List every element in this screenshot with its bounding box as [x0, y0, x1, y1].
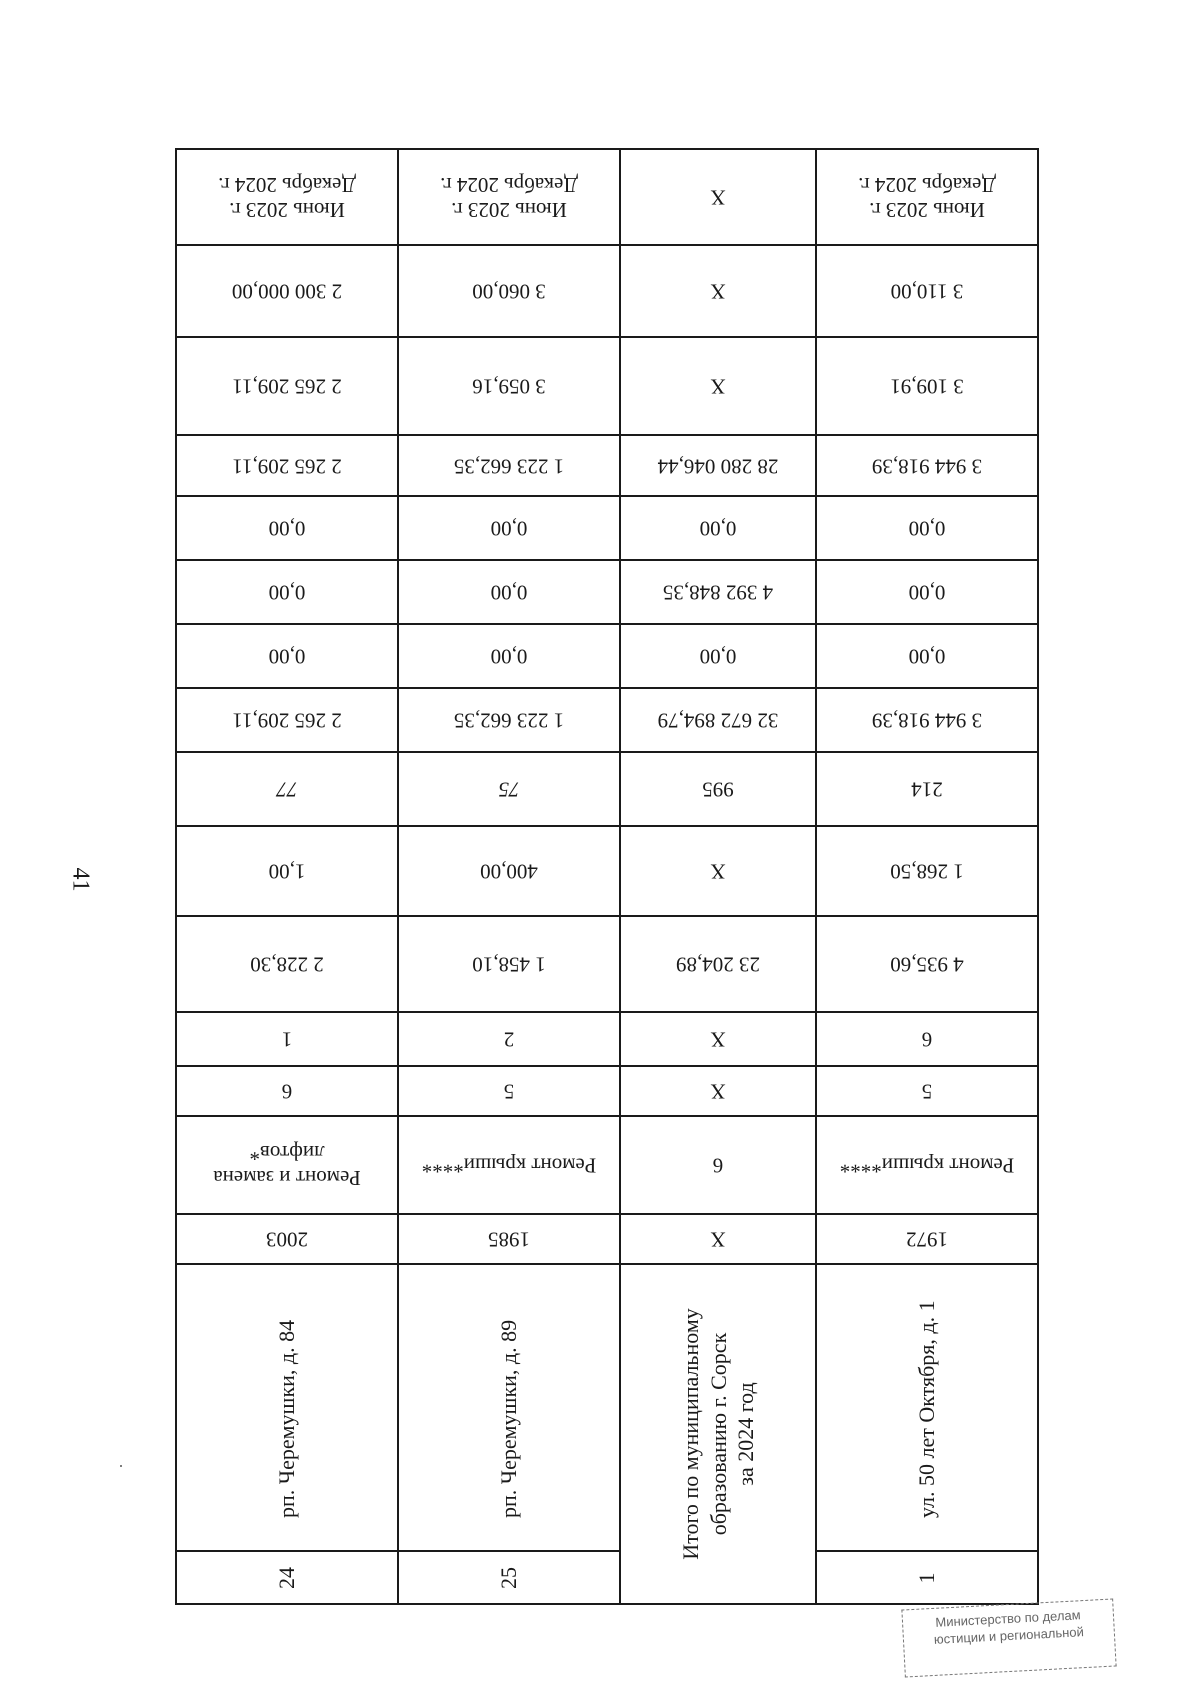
work-type-value: Ремонт и замена лифтов*	[213, 1141, 361, 1191]
cost-unit-value: 1,00	[268, 859, 306, 884]
total-cost-value: 1 223 662,35	[453, 708, 565, 733]
period-end: Декабрь 2024 г.	[218, 173, 356, 197]
year-value: 2003	[266, 1227, 308, 1252]
area-cell	[817, 917, 1037, 1013]
address-cell	[817, 1265, 1037, 1552]
unit-cost-cell	[177, 338, 397, 436]
work-type-value: Ремонт крыши****	[839, 1153, 1015, 1178]
total-cost-value: 3 944 918,39	[871, 708, 983, 733]
funding-4-value: 2 265 209,11	[232, 454, 342, 479]
unit-cost-cell	[399, 338, 619, 436]
row-number: 24	[274, 1566, 299, 1589]
funding-4-value: 28 280 046,44	[657, 454, 779, 479]
col5-cell	[817, 1067, 1037, 1117]
funding-2-value: 0,00	[268, 580, 306, 605]
cost-unit-value: 400,00	[480, 859, 538, 884]
cost-unit-value: 1 268,50	[890, 859, 964, 884]
residents-cell	[621, 753, 815, 827]
total-cost-cell	[621, 689, 815, 753]
total-label: Итого по муниципальному образованию г. Сорск за 2024 год	[677, 1308, 758, 1560]
funding-4-cell	[817, 436, 1037, 497]
unit-cost-value: 2 265 209,11	[232, 374, 342, 399]
limit-cell	[817, 246, 1037, 338]
funding-3-cell	[817, 497, 1037, 561]
funding-4-value: 3 944 918,39	[871, 454, 983, 479]
area-value: 2 228,30	[250, 952, 324, 977]
funding-1-value: 0,00	[268, 644, 306, 669]
row-number: 25	[496, 1566, 521, 1589]
col5-value: 5	[921, 1079, 933, 1104]
table-row	[399, 150, 621, 1603]
residents-value: 77	[276, 777, 298, 802]
limit-value: X	[710, 279, 726, 304]
funding-2-cell	[177, 561, 397, 625]
area-value: 4 935,60	[890, 952, 964, 977]
address-cell	[399, 1265, 619, 1552]
funding-2-value: 4 392 848,35	[662, 580, 774, 605]
funding-1-cell	[817, 625, 1037, 689]
col6-cell	[177, 1013, 397, 1067]
residents-cell	[177, 753, 397, 827]
limit-cell	[399, 246, 619, 338]
period-start: Июнь 2023 г.	[869, 198, 985, 223]
limit-value: 3 110,00	[890, 279, 964, 304]
cost-unit-value: X	[710, 859, 726, 884]
year-cell	[177, 1215, 397, 1265]
address-value: рп. Черемушки, д. 89	[496, 1319, 521, 1518]
stamp-line: юстиции и региональной	[933, 1623, 1085, 1647]
funding-3-value: 0,00	[268, 516, 306, 541]
col5-cell	[621, 1067, 815, 1117]
limit-value: 2 300 000,00	[231, 279, 343, 304]
limit-cell	[621, 246, 815, 338]
period-end: Декабрь 2024 г.	[440, 173, 578, 197]
total-label-cell	[621, 1265, 815, 1603]
period-cell	[399, 150, 619, 246]
funding-3-value: 0,00	[908, 516, 946, 541]
residents-value: 995	[702, 777, 734, 802]
period-cell	[621, 150, 815, 246]
col6-value: X	[710, 1027, 726, 1052]
col5-value: 5	[503, 1079, 515, 1104]
area-value: 1 458,10	[472, 952, 546, 977]
col6-value: 2	[503, 1027, 515, 1052]
stamp-line: Министерство по делам	[934, 1607, 1081, 1630]
residents-value: 214	[911, 777, 943, 802]
funding-1-value: 0,00	[490, 644, 528, 669]
unit-cost-value: X	[710, 374, 726, 399]
unit-cost-value: 3 109,91	[890, 374, 964, 399]
funding-1-cell	[621, 625, 815, 689]
official-stamp	[901, 1598, 1116, 1677]
unit-cost-value: 3 059,16	[472, 374, 546, 399]
work-type-cell	[177, 1117, 397, 1215]
area-value: 23 204,89	[676, 952, 760, 977]
limit-value: 3 060,00	[472, 279, 546, 304]
funding-2-value: 0,00	[490, 580, 528, 605]
funding-3-value: 0,00	[699, 516, 737, 541]
funding-4-value: 1 223 662,35	[453, 454, 565, 479]
area-cell	[177, 917, 397, 1013]
funding-2-cell	[621, 561, 815, 625]
funding-4-cell	[177, 436, 397, 497]
period-start: Июнь 2023 г.	[229, 198, 345, 223]
col6-value: 6	[921, 1027, 933, 1052]
residents-cell	[817, 753, 1037, 827]
total-cost-cell	[817, 689, 1037, 753]
funding-4-cell	[621, 436, 815, 497]
cost-unit-cell	[399, 827, 619, 917]
row-number-cell	[399, 1552, 619, 1603]
period-cell	[817, 150, 1037, 246]
year-value: 1972	[906, 1227, 948, 1252]
col5-cell	[399, 1067, 619, 1117]
funding-1-value: 0,00	[699, 644, 737, 669]
total-cost-cell	[399, 689, 619, 753]
year-value: 1985	[488, 1227, 530, 1252]
funding-3-cell	[399, 497, 619, 561]
work-type-value: Ремонт крыши****	[421, 1153, 597, 1178]
area-cell	[399, 917, 619, 1013]
unit-cost-cell	[817, 338, 1037, 436]
year-value: X	[710, 1227, 726, 1252]
col6-cell	[817, 1013, 1037, 1067]
funding-3-cell	[177, 497, 397, 561]
cost-unit-cell	[817, 827, 1037, 917]
col6-cell	[399, 1013, 619, 1067]
funding-2-cell	[399, 561, 619, 625]
funding-2-cell	[817, 561, 1037, 625]
unit-cost-cell	[621, 338, 815, 436]
work-type-cell	[817, 1117, 1037, 1215]
speck	[120, 1465, 122, 1467]
table-row-total	[621, 150, 817, 1603]
limit-cell	[177, 246, 397, 338]
period-end: Декабрь 2024 г.	[858, 173, 996, 197]
residents-cell	[399, 753, 619, 827]
table-row	[177, 150, 399, 1603]
work-type-cell	[621, 1117, 815, 1215]
row-number-cell	[817, 1552, 1037, 1603]
cost-unit-cell	[621, 827, 815, 917]
year-cell	[621, 1215, 815, 1265]
total-cost-value: 32 672 894,79	[657, 708, 779, 733]
total-cost-cell	[177, 689, 397, 753]
year-cell	[817, 1215, 1037, 1265]
total-cost-value: 2 265 209,11	[232, 708, 342, 733]
page-number: 41	[67, 867, 94, 892]
cost-unit-cell	[177, 827, 397, 917]
col5-cell	[177, 1067, 397, 1117]
row-number-cell	[177, 1552, 397, 1603]
row-number: 1	[914, 1572, 939, 1583]
data-table	[175, 148, 1039, 1605]
work-type-cell	[399, 1117, 619, 1215]
area-cell	[621, 917, 815, 1013]
funding-1-cell	[399, 625, 619, 689]
col6-cell	[621, 1013, 815, 1067]
period-start: Июнь 2023 г.	[451, 198, 567, 223]
funding-3-cell	[621, 497, 815, 561]
address-value: рп. Черемушки, д. 84	[274, 1319, 299, 1518]
funding-1-value: 0,00	[908, 644, 946, 669]
col5-value: X	[710, 1079, 726, 1104]
funding-4-cell	[399, 436, 619, 497]
period-value: X	[710, 185, 726, 210]
year-cell	[399, 1215, 619, 1265]
address-value: ул. 50 лет Октября, д. 1	[914, 1300, 939, 1518]
residents-value: 75	[498, 777, 520, 802]
col5-value: 6	[281, 1079, 293, 1104]
funding-1-cell	[177, 625, 397, 689]
funding-2-value: 0,00	[908, 580, 946, 605]
address-cell	[177, 1265, 397, 1552]
funding-3-value: 0,00	[490, 516, 528, 541]
table-row	[817, 150, 1037, 1603]
col6-value: 1	[281, 1027, 293, 1052]
period-cell	[177, 150, 397, 246]
work-type-value: 6	[712, 1153, 724, 1178]
